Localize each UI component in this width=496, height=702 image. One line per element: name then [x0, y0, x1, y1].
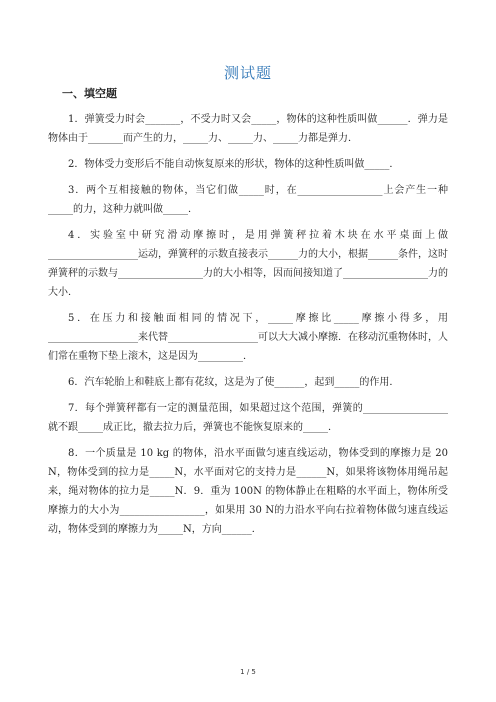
question-list	[48, 110, 448, 546]
question-1: 1．弹簧受力时会_______，不受力时又会_____，物体的这种性质叫做______．弹力是物体由于_______而产生的力，_____力、_____力、_____力都是弹力．	[48, 114, 448, 144]
section-heading: 一、填空题	[62, 87, 117, 100]
question-4: 4．实验室中研究滑动摩擦时，是用弹簧秤拉着木块在水平桌面上做__________________运动，弹簧秤的示数直接表示______力的大小，根据______条件，这时弹簧秤的示数与_________________力的大小相等，因而间接知道了_________________力的大小．	[48, 230, 448, 298]
question-7: 7．每个弹簧秤都有一定的测量范围，如果超过这个范围，弹簧的_________________就不跟_____成正比，撤去拉力后，弹簧也不能恢复原来的_____．	[48, 403, 448, 433]
question-3: 3．两个互相接触的物体，当它们做_____时，在_________________上会产生一种_____的力，这种力就叫做_____．	[48, 185, 448, 215]
page-number: 1 / 5	[240, 668, 256, 676]
question-8: 8．一个质量是 10 kg 的物体，沿水平面做匀速直线运动，物体受到的摩擦力是 20 N，物体受到的拉力是_____N，水平面对它的支持力是______N，如果将该物体用绳吊起来，绳对物体的拉力是_____N．9．重为 100N 的物体静止在粗略的水平面上，物体所受摩擦力的大小为_________________，如果用 30 N的力沿水平向右拉着物体做匀速直线运动，物体受到的摩擦力为_____N，方向______．	[48, 448, 448, 535]
question-6: 6．汽车轮胎上和鞋底上都有花纹，这是为了使______，起到_____的作用．	[68, 377, 400, 388]
page-title: 测试题	[223, 64, 272, 82]
question-5: 5．在压力和接触面相同的情况下，_____摩擦比_____摩擦小得多，用__________________来代替__________________可以大大减小摩擦．在移动沉重物体时，人们常在重物下垫上滚木，这是因为_________．	[48, 313, 448, 362]
question-2: 2．物体受力变形后不能自动恢复原来的形状，物体的这种性质叫做_____．	[68, 159, 400, 170]
